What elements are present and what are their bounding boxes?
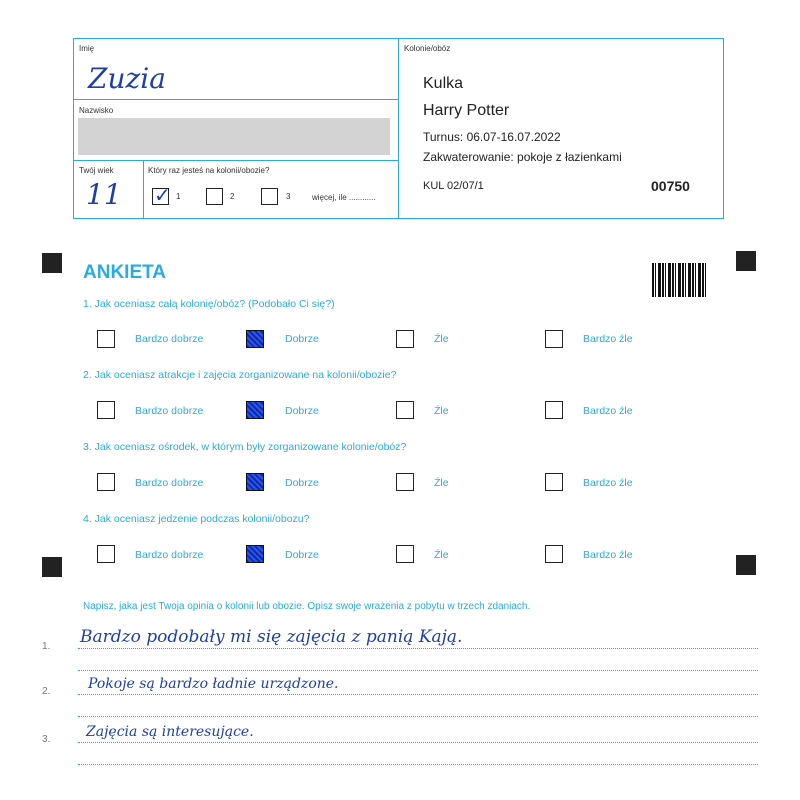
- q4-bardzo-zle-checkbox[interactable]: [545, 545, 563, 563]
- camp-name: Kulka: [423, 75, 464, 92]
- question-2: 2. Jak oceniasz atrakcje i zajęcia zorganizowane na kolonii/obozie?: [83, 369, 397, 381]
- opinion-line-3[interactable]: Zajęcia są interesujące.: [86, 724, 254, 740]
- visit-3-checkbox[interactable]: [261, 188, 278, 205]
- imie-label: Imię: [79, 44, 95, 53]
- q4-option-label: Źle: [434, 549, 449, 561]
- q1-bardzo-dobrze-checkbox[interactable]: [97, 330, 115, 348]
- registration-marker-tl: [42, 253, 62, 273]
- q3-bardzo-zle-checkbox[interactable]: [545, 473, 563, 491]
- nazwisko-label: Nazwisko: [79, 106, 114, 115]
- wiecej-label: więcej, ile ............: [312, 193, 376, 202]
- opinion-line-1[interactable]: Bardzo podobały mi się zajęcia z panią Kają.: [80, 627, 463, 647]
- q4-option-label: Dobrze: [285, 549, 319, 561]
- camp-theme: Harry Potter: [423, 102, 510, 119]
- zakwaterowanie: Zakwaterowanie: pokoje z łazienkami: [423, 150, 622, 164]
- kolonie-label: Kolonie/obóz: [404, 44, 451, 53]
- q2-bardzo-zle-checkbox[interactable]: [545, 401, 563, 419]
- q3-bardzo-dobrze-checkbox[interactable]: [97, 473, 115, 491]
- opinion-line-number: 3.: [42, 734, 51, 745]
- visit-2-checkbox[interactable]: [206, 188, 223, 205]
- barcode-icon: [652, 263, 706, 297]
- q4-option-label: Bardzo dobrze: [135, 549, 204, 561]
- q2-option-label: Dobrze: [285, 405, 319, 417]
- q3-zle-checkbox[interactable]: [396, 473, 414, 491]
- visit-1-checkbox[interactable]: [152, 185, 171, 207]
- q2-dobrze-checkbox[interactable]: [246, 401, 264, 419]
- q1-option-label: Bardzo dobrze: [135, 333, 204, 345]
- header-divider-2: [73, 160, 398, 161]
- opinion-prompt: Napisz, jaka jest Twoja opinia o kolonii lub obozie. Opisz swoje wrażenia z pobytu w trzech zdaniach.: [83, 601, 531, 612]
- opinion-line-number: 2.: [42, 686, 51, 697]
- question-1: 1. Jak oceniasz całą kolonię/obóz? (Podobało Ci się?): [83, 298, 335, 310]
- opinion-dotted-line: [78, 716, 758, 717]
- q4-dobrze-checkbox[interactable]: [246, 545, 264, 563]
- q1-bardzo-zle-checkbox[interactable]: [545, 330, 563, 348]
- registration-marker-tr: [736, 251, 756, 271]
- q1-option-label: Źle: [434, 333, 449, 345]
- question-3: 3. Jak oceniasz ośrodek, w którym były zorganizowane kolonie/obóz?: [83, 441, 407, 453]
- header-divider-3: [143, 160, 144, 219]
- q1-option-label: Dobrze: [285, 333, 319, 345]
- q3-option-label: Bardzo źle: [583, 477, 633, 489]
- visit-2-label: 2: [230, 192, 235, 201]
- form-number: 00750: [651, 178, 690, 194]
- q4-bardzo-dobrze-checkbox[interactable]: [97, 545, 115, 563]
- header-divider-vertical: [398, 38, 399, 219]
- wiek-value[interactable]: 11: [86, 178, 122, 211]
- q3-dobrze-checkbox[interactable]: [246, 473, 264, 491]
- q4-option-label: Bardzo źle: [583, 549, 633, 561]
- visit-3-label: 3: [286, 192, 291, 201]
- header-divider-1: [73, 99, 398, 100]
- wiek-label: Twój wiek: [79, 166, 114, 175]
- ktory-raz-label: Który raz jesteś na kolonii/obozie?: [148, 166, 270, 175]
- checkmark-icon: ✓: [154, 185, 171, 207]
- q1-dobrze-checkbox[interactable]: [246, 330, 264, 348]
- q3-option-label: Bardzo dobrze: [135, 477, 204, 489]
- q2-bardzo-dobrze-checkbox[interactable]: [97, 401, 115, 419]
- opinion-line-2[interactable]: Pokoje są bardzo ładnie urządzone.: [88, 676, 339, 692]
- turnus: Turnus: 06.07-16.07.2022: [423, 130, 561, 144]
- opinion-dotted-line: [78, 670, 758, 671]
- opinion-dotted-line: [78, 648, 758, 649]
- registration-marker-bl: [42, 557, 62, 577]
- q2-zle-checkbox[interactable]: [396, 401, 414, 419]
- q1-option-label: Bardzo źle: [583, 333, 633, 345]
- q3-option-label: Dobrze: [285, 477, 319, 489]
- survey-title: ANKIETA: [83, 262, 167, 283]
- opinion-dotted-line: [78, 764, 758, 765]
- q4-zle-checkbox[interactable]: [396, 545, 414, 563]
- q2-option-label: Bardzo dobrze: [135, 405, 204, 417]
- opinion-dotted-line: [78, 694, 758, 695]
- q3-option-label: Źle: [434, 477, 449, 489]
- opinion-line-number: 1.: [42, 641, 51, 652]
- q2-option-label: Źle: [434, 405, 449, 417]
- visit-1-label: 1: [176, 192, 181, 201]
- opinion-dotted-line: [78, 742, 758, 743]
- q2-option-label: Bardzo źle: [583, 405, 633, 417]
- registration-marker-br: [736, 555, 756, 575]
- nazwisko-redacted-field: [78, 118, 390, 155]
- question-4: 4. Jak oceniasz jedzenie podczas kolonii/obozu?: [83, 513, 310, 525]
- q1-zle-checkbox[interactable]: [396, 330, 414, 348]
- camp-code: KUL 02/07/1: [423, 180, 484, 192]
- imie-value[interactable]: Zuzia: [88, 62, 166, 95]
